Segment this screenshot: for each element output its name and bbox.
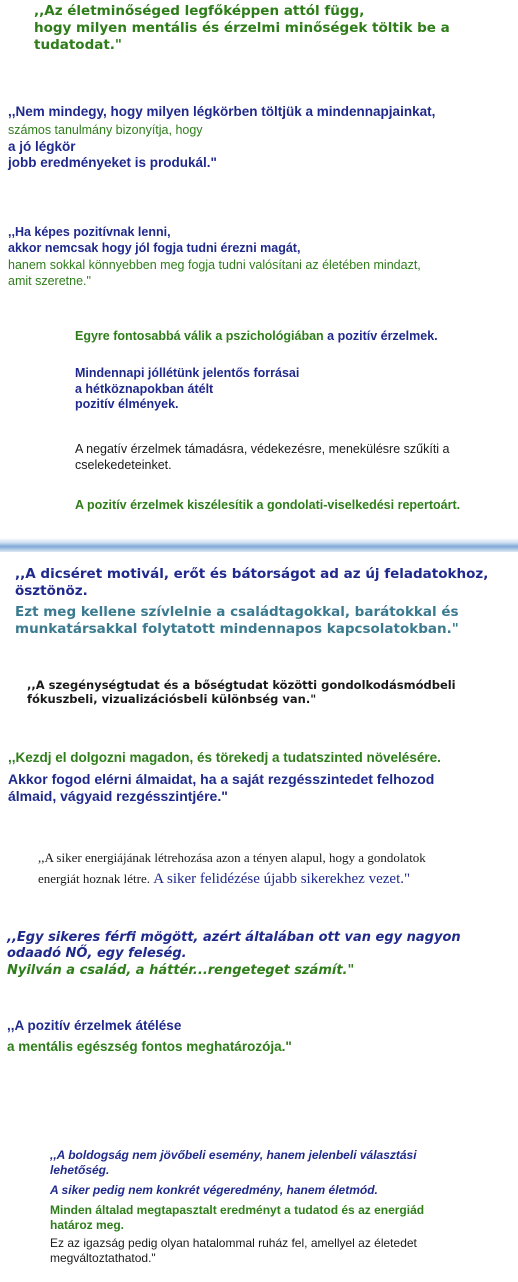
quote-line: megváltoztathatod." xyxy=(50,1251,156,1265)
quote-line: hanem sokkal könnyebben meg fogja tudni valósítani az életében mindazt, xyxy=(8,258,421,273)
quote-line: ,,Ha képes pozitívnak lenni, xyxy=(8,225,171,239)
paragraph-negative xyxy=(75,442,450,473)
quote-line: ,,A szegénységtudat és a bőségtudat közötti gondolkodásmódbeli xyxy=(27,678,456,692)
quote-happiness xyxy=(50,1148,424,1266)
paragraph-line: A negatív érzelmek támadásra, védekezésre, menekülésre szűkíti a xyxy=(75,442,450,456)
quote-line: ,,A pozitív érzelmek átélése xyxy=(7,1018,182,1033)
quote-mental-health xyxy=(7,1018,292,1056)
quote-line: fókuszbeli, vizualizációsbeli különbség van." xyxy=(27,692,317,707)
quote-line: ,,Nem mindegy, hogy milyen légkörben töltjük a mindennapjainkat, xyxy=(8,104,436,119)
slide-divider xyxy=(0,538,518,552)
quote-line: ,,Kezdj el dolgozni magadon, és törekedj a tudatszinted növelésére. xyxy=(8,750,441,765)
paragraph-line: a hétköznapokban átélt xyxy=(75,381,214,396)
quote-line: ,,A dicséret motivál, erőt és bátorságot ad az új feladatokhoz, xyxy=(15,566,489,582)
paragraph-line: pozitív élmények. xyxy=(75,397,179,412)
quote-line: ,,A siker energiájának létrehozása azon a tényen alapul, hogy a gondolatok xyxy=(38,850,426,865)
quote-line: a jó légkör xyxy=(8,138,76,154)
quote-line: Akkor fogod elérni álmaidat, ha a saját rezgésszintedet felhozod xyxy=(8,770,435,787)
paragraph-line: Mindennapi jóllétünk jelentős forrásai xyxy=(75,366,300,380)
text-run: A siker felidézése újabb sikerekhez vezet." xyxy=(153,871,411,888)
quote-line: tudatodat." xyxy=(34,36,122,53)
paragraph-psychology xyxy=(75,329,438,345)
quote-line: ,,A boldogság nem jövőbeli esemény, hanem jelenbeli választási xyxy=(50,1148,417,1162)
quote-line: jobb eredményeket is produkál." xyxy=(8,155,217,171)
quote-line: Ez az igazság pedig olyan hatalommal ruház fel, amellyel az életedet xyxy=(50,1236,417,1250)
paragraph-line: cselekedeteinket. xyxy=(75,457,172,472)
quote-line: Minden általad megtapasztalt eredményt a tudatod és az energiád xyxy=(50,1203,425,1217)
quote-line: munkatársakkal folytatott mindennapos kapcsolatokban." xyxy=(15,620,459,637)
quote-self-work xyxy=(8,750,441,806)
quote-line: akkor nemcsak hogy jól fogja tudni érezni magát, xyxy=(8,240,301,255)
quote-life-quality xyxy=(34,3,450,54)
quote-line: A siker pedig nem konkrét végeredmény, hanem életmód. xyxy=(50,1183,378,1197)
paragraph-wellbeing xyxy=(75,366,299,413)
quote-line: határoz meg. xyxy=(50,1218,125,1232)
paragraph-broaden: A pozitív érzelmek kiszélesítik a gondolati-viselkedési repertoárt. xyxy=(75,498,461,512)
quote-successful-man xyxy=(7,930,461,979)
quote-line: lehetőség. xyxy=(50,1163,110,1177)
quote-line: ,,Az életminőséged legfőképpen attól függ, xyxy=(34,3,365,19)
quote-positive xyxy=(8,225,421,290)
quote-line: amit szeretne." xyxy=(8,273,91,288)
quote-line: álmaid, vágyaid rezgésszintjére." xyxy=(8,788,228,805)
quote-line: odaadó NŐ, egy feleség. xyxy=(7,946,187,962)
quote-line: számos tanulmány bizonyítja, hogy xyxy=(8,122,203,137)
quote-line: a mentális egészség fontos meghatározója." xyxy=(7,1038,292,1054)
text-run: a pozitív érzelmek. xyxy=(327,329,438,343)
quote-atmosphere xyxy=(8,104,435,172)
quote-line: ösztönöz. xyxy=(15,582,88,599)
quote-abundance xyxy=(27,678,456,707)
text-run: energiát hoznak létre. xyxy=(38,871,154,887)
quote-line: Ezt meg kellene szívlelnie a családtagokkal, barátokkal és xyxy=(15,603,459,620)
quote-success-energy xyxy=(38,848,426,891)
text-run: Egyre fontosabbá válik a pszichológiában xyxy=(75,329,328,343)
quote-line: hogy milyen mentális és érzelmi minőségek töltik be a xyxy=(34,19,450,36)
quote-line: Nyilván a család, a háttér...rengeteget számít." xyxy=(7,962,355,978)
quote-praise xyxy=(15,566,488,638)
quote-line: ,,Egy sikeres férfi mögött, azért általában ott van egy nagyon xyxy=(7,930,461,945)
